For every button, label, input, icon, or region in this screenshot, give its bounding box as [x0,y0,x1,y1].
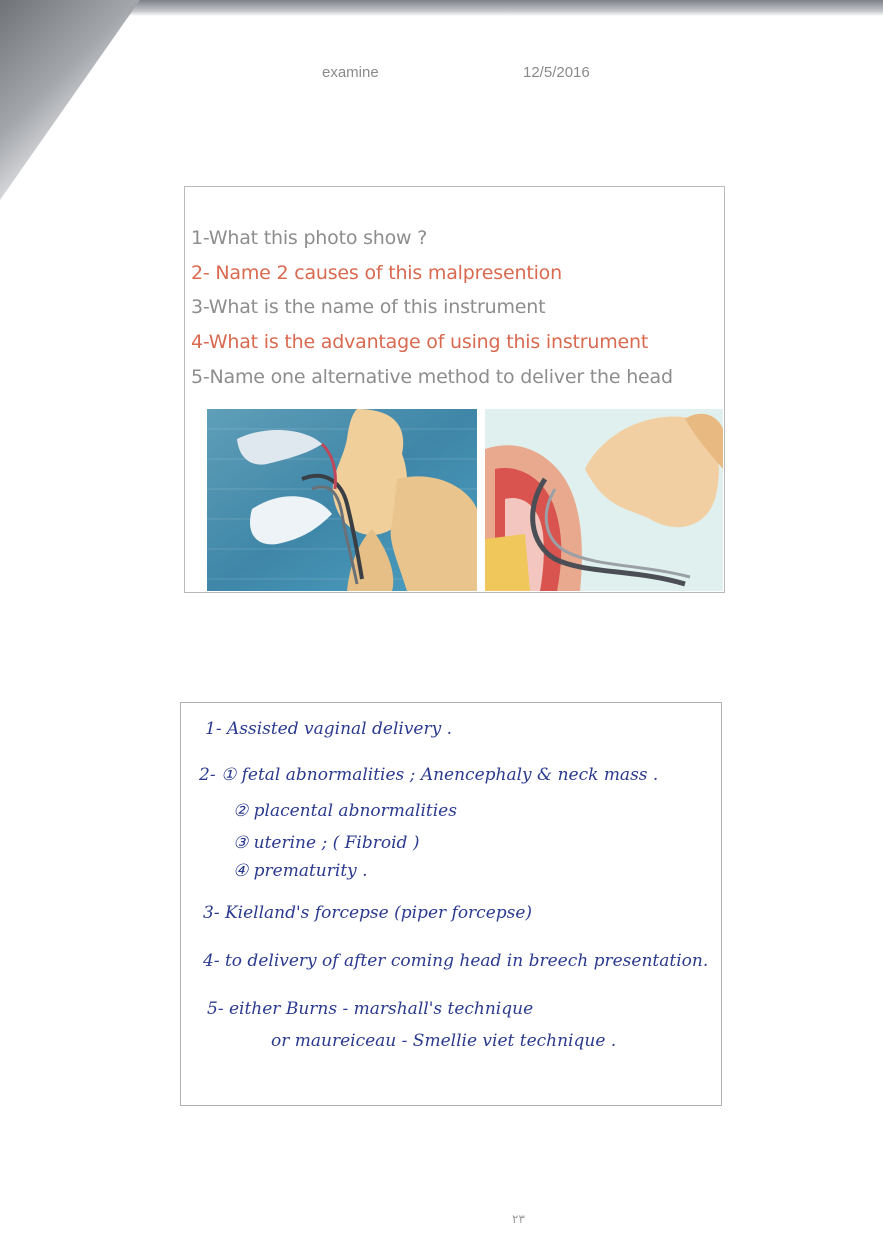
question-slide [184,186,725,593]
answer-4: 4- to delivery of after coming head in breech presentation. [203,951,709,971]
question-4: 4-What is the advantage of using this instrument [191,331,649,353]
header-date: 12/5/2016 [523,64,590,81]
answer-2-3: ③ uterine ; ( Fibroid ) [233,833,420,853]
header-title: examine [322,64,379,81]
page-number: ٢٣ [512,1212,525,1226]
question-1: 1-What this photo show ? [191,227,428,249]
question-5: 5-Name one alternative method to deliver the head [191,366,673,388]
answer-1: 1- Assisted vaginal delivery . [205,719,453,739]
breech-forceps-photo [207,409,477,591]
scanner-shadow-corner [0,0,140,200]
handwritten-answers [180,702,722,1106]
answer-5: 5- either Burns - marshall's technique [207,999,534,1019]
question-2: 2- Name 2 causes of this malpresention [191,262,562,284]
question-3: 3-What is the name of this instrument [191,296,546,318]
answer-2-2: ② placental abnormalities [233,801,457,821]
answer-2: 2- ① fetal abnormalities ; Anencephaly & neck mass . [199,765,659,785]
forceps-illustration [485,409,723,591]
answer-2-4: ④ prematurity . [233,861,368,881]
answer-5-2: or maureiceau - Smellie viet technique . [271,1031,617,1051]
answer-3: 3- Kielland's forcepse (piper forcepse) [203,903,533,923]
